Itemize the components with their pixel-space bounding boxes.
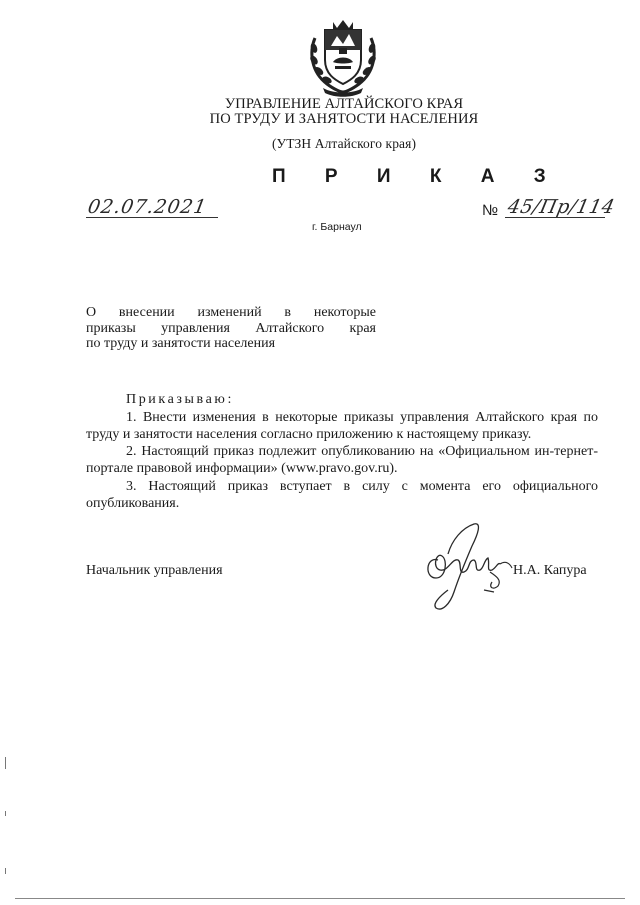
organization-name-line1: УПРАВЛЕНИЕ АЛТАЙСКОГО КРАЯ bbox=[224, 96, 464, 112]
number-underline bbox=[505, 217, 605, 218]
margin-mark bbox=[5, 868, 6, 874]
organization-name-line2: ПО ТРУДУ И ЗАНЯТОСТИ НАСЕЛЕНИЯ bbox=[209, 111, 479, 127]
date-underline bbox=[86, 217, 218, 218]
document-subject bbox=[86, 305, 376, 352]
subject-line1: О внесении изменений в некоторые bbox=[86, 305, 376, 320]
document-number: 45/Пр/114 bbox=[505, 196, 617, 218]
organization-abbreviation: (УТЗН Алтайского края) bbox=[271, 136, 417, 151]
signatory-position: Начальник управления bbox=[86, 563, 223, 578]
margin-mark bbox=[5, 757, 6, 769]
coat-of-arms-icon bbox=[305, 18, 381, 98]
margin-mark bbox=[5, 811, 6, 816]
subject-line3: по труду и занятости населения bbox=[86, 336, 276, 351]
document-title: П Р И К А З bbox=[272, 166, 563, 187]
subject-line2: приказы управления Алтайского края bbox=[86, 320, 376, 336]
order-item-1: 1. Внести изменения в некоторые приказы управления Алтайского края по труду и занятости населения согласно приложению к настоящему приказу. bbox=[86, 410, 598, 442]
signatory-name: Н.А. Капура bbox=[513, 563, 587, 578]
document-date: 02.07.2021 bbox=[86, 196, 209, 218]
order-directive: Приказываю: bbox=[126, 392, 234, 407]
order-item-2: 2. Настоящий приказ подлежит опубликованию на «Официальном ин-тернет-портале правовой информации» (www.pravo.gov.ru). bbox=[86, 444, 598, 476]
issue-city: г. Барнаул bbox=[312, 221, 362, 233]
order-item-3: 3. Настоящий приказ вступает в силу с момента его официального опубликования. bbox=[86, 479, 598, 511]
page-bottom-edge bbox=[15, 898, 625, 899]
handwritten-signature bbox=[418, 520, 518, 616]
number-sign: № bbox=[482, 202, 499, 219]
